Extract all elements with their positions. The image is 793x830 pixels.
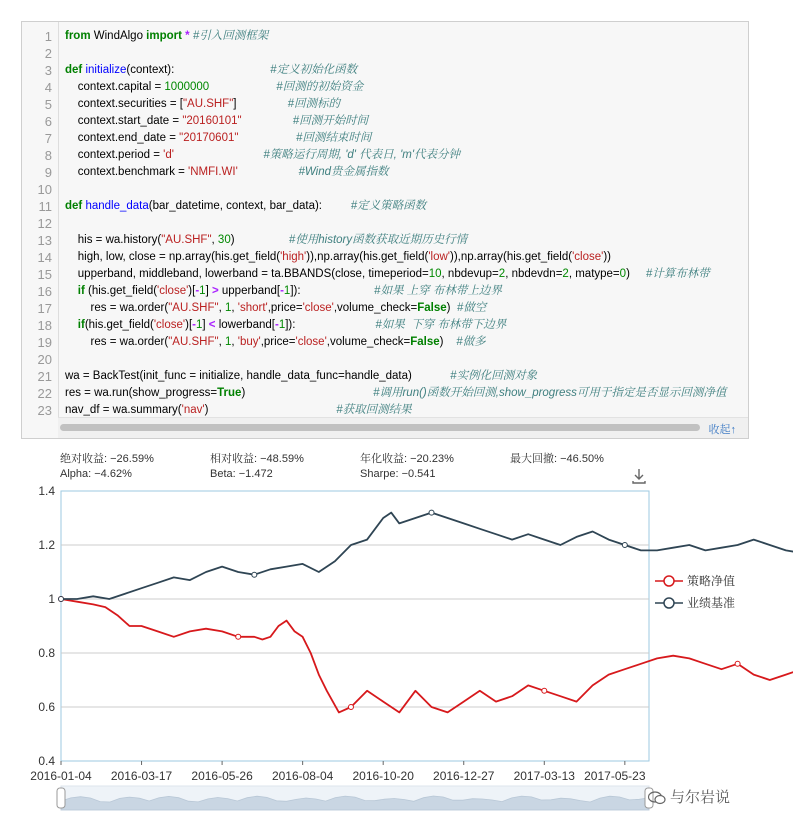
code-token: #获取回测结果: [336, 404, 412, 416]
code-token: "AU.SHF": [168, 302, 219, 314]
code-token: (his.get_field(: [84, 285, 158, 297]
legend-marker-benchmark: [655, 596, 683, 610]
legend-label-strategy: 策略净值: [687, 574, 736, 588]
code-token: 'low': [428, 251, 450, 263]
watermark-text: 与尔岩说: [670, 789, 731, 806]
code-token: #策略运行周期, 'd' 代表日, 'm'代表分钟: [263, 149, 461, 161]
max-drawdown: 最大回撤: −46.50%: [510, 453, 604, 465]
code-line: [65, 62, 357, 79]
line-number: 9: [44, 165, 52, 180]
line-number: 18: [37, 318, 52, 333]
benchmark-point: [59, 597, 64, 602]
code-token: "AU.SHF": [161, 234, 212, 246]
benchmark-point: [622, 543, 627, 548]
code-line: [65, 334, 486, 351]
code-token: )[: [188, 285, 196, 297]
code-token: res = wa.order(: [65, 336, 169, 348]
line-number: 22: [37, 386, 52, 401]
rel-return: 相对收益: −48.59%: [210, 453, 304, 465]
code-token: #做空: [456, 302, 487, 314]
code-line: [65, 79, 363, 96]
strategy-point: [236, 634, 241, 639]
code-token: [238, 166, 299, 178]
code-token: res = wa.run(show_progress=: [65, 387, 218, 399]
code-token: WindAlgo: [90, 30, 147, 42]
code-token: , matype=: [568, 268, 620, 280]
sharpe: Sharpe: −0.541: [360, 468, 436, 480]
code-token: 'buy': [237, 336, 261, 348]
code-token: 'short': [237, 302, 268, 314]
code-token: ): [230, 234, 289, 246]
legend-label-benchmark: 业绩基准: [687, 596, 736, 610]
legend-marker-strategy: [655, 574, 683, 588]
code-token: high, low, close = np.array(his.get_field(: [65, 251, 281, 263]
code-token: 'high': [280, 251, 307, 263]
y-tick-label: 0.4: [38, 754, 55, 768]
x-tick-label: 2016-08-04: [271, 769, 334, 783]
code-line: [65, 96, 340, 113]
code-token: -: [280, 285, 284, 297]
code-token: 'nav': [181, 404, 205, 416]
line-number: 19: [37, 335, 52, 350]
code-token: import: [146, 30, 182, 42]
code-token: ): [439, 336, 457, 348]
wechat-icon: [648, 791, 666, 805]
code-line: [65, 266, 710, 283]
x-tick-label: 2016-05-26: [191, 769, 253, 783]
code-token: #回测标的: [287, 98, 341, 110]
code-token: ,: [218, 336, 225, 348]
x-tick-label: 2017-05-23: [584, 769, 646, 783]
benchmark-point: [429, 510, 434, 515]
code-token: (bar_datetime, context, bar_data):: [148, 200, 351, 212]
code-token: "AU.SHF": [182, 98, 234, 110]
code-token: lowerband[: [215, 319, 275, 331]
x-tick-label: 2016-12-27: [433, 769, 495, 783]
code-token: [209, 81, 276, 93]
code-line: [65, 164, 389, 181]
code-token: , nbdevup=: [441, 268, 499, 280]
code-token: #做多: [456, 336, 486, 348]
code-area[interactable]: [59, 22, 748, 420]
annual-return: 年化收益: −20.23%: [360, 453, 454, 465]
y-tick-label: 1.4: [38, 484, 55, 498]
code-line: [65, 300, 486, 317]
line-number: 11: [38, 199, 52, 214]
benchmark-point: [252, 572, 257, 577]
code-token: [65, 319, 78, 331]
code-token: ,: [231, 336, 238, 348]
code-token: -: [192, 319, 196, 331]
scrollbar-thumb[interactable]: [60, 424, 700, 431]
code-editor[interactable]: [21, 21, 749, 439]
code-token: context.period =: [65, 149, 164, 161]
code-line: [65, 249, 611, 266]
code-token: <: [208, 319, 216, 331]
code-line: [65, 385, 726, 402]
code-token: 1: [224, 302, 232, 314]
code-token: [174, 149, 263, 161]
code-token: 'NMFI.WI': [188, 166, 238, 178]
plot-frame: [61, 491, 649, 761]
beta: Beta: −1.472: [210, 468, 273, 480]
strategy-point: [348, 705, 353, 710]
code-token: #计算布林带: [645, 268, 710, 280]
alpha: Alpha: −4.62%: [60, 468, 132, 480]
horizontal-scrollbar[interactable]: [58, 417, 748, 438]
code-token: 'close': [572, 251, 604, 263]
collapse-link[interactable]: 收起↑: [708, 424, 736, 436]
code-token: ,: [211, 234, 218, 246]
y-tick-label: 1.2: [38, 538, 55, 552]
line-number: 6: [44, 114, 52, 129]
line-number: 8: [44, 148, 52, 163]
code-token: "20170601": [179, 132, 239, 144]
code-token: 1000000: [164, 81, 210, 93]
y-tick-label: 0.6: [38, 700, 55, 714]
code-token: 1: [283, 285, 291, 297]
code-token: his = wa.history(: [65, 234, 162, 246]
code-token: context.capital =: [65, 81, 165, 93]
line-number: 20: [37, 352, 52, 367]
code-token: )): [603, 251, 611, 263]
line-number: 1: [44, 29, 52, 44]
code-token: #回测结束时间: [295, 132, 372, 144]
code-token: 30: [217, 234, 231, 246]
x-tick-label: 2016-10-20: [352, 769, 414, 783]
line-number: 4: [44, 80, 52, 95]
strategy-point: [542, 688, 547, 693]
line-number: 14: [37, 250, 52, 265]
code-line: [65, 232, 467, 249]
x-tick-label: 2016-03-17: [110, 769, 173, 783]
code-token: upperband[: [218, 285, 281, 297]
line-number: 2: [44, 46, 52, 61]
line-number: 21: [37, 369, 52, 384]
code-token: -: [274, 319, 279, 331]
line-number-gutter: [22, 22, 59, 420]
code-token: 1: [224, 336, 232, 348]
watermark: [648, 786, 730, 807]
code-token: handle_data: [85, 200, 149, 212]
code-token: 'close': [302, 302, 334, 314]
line-number: 3: [44, 63, 52, 78]
code-line: [65, 198, 426, 215]
code-token: ): [204, 404, 337, 416]
code-token: #如果 下穿 布林带下边界: [375, 319, 507, 331]
x-tick-label: 2016-01-04: [30, 769, 92, 783]
line-number: 13: [37, 233, 52, 248]
code-token: "AU.SHF": [168, 336, 219, 348]
code-line: [65, 28, 268, 45]
nav-line-chart: [0, 480, 793, 815]
code-token: res = wa.order(: [65, 302, 169, 314]
code-token: [238, 132, 296, 144]
code-line: [65, 283, 502, 300]
code-line: [65, 317, 506, 334]
line-number: 10: [37, 182, 52, 197]
code-token: if: [77, 319, 85, 331]
line-number: 12: [37, 216, 52, 231]
line-number: 7: [44, 131, 52, 146]
code-token: initialize: [85, 64, 127, 76]
code-token: 1: [195, 319, 203, 331]
code-token: ,: [218, 302, 225, 314]
zoom-handle-left[interactable]: [57, 788, 65, 808]
code-token: #如果 上穿 布林带上边界: [374, 285, 502, 297]
code-token: ]: [205, 285, 212, 297]
code-token: if: [77, 285, 85, 297]
code-token: ,volume_check=: [326, 336, 411, 348]
code-token: #调用run()函数开始回测,show_progress可用于指定是否显示回测净值: [373, 387, 727, 399]
code-token: ]):: [290, 285, 375, 297]
code-token: 0: [619, 268, 627, 280]
code-line: [65, 368, 537, 385]
code-token: [242, 115, 293, 127]
code-token: ): [241, 387, 374, 399]
code-token: False: [410, 336, 440, 348]
code-token: False: [417, 302, 447, 314]
code-token: #使用history函数获取近期历史行情: [288, 234, 468, 246]
y-tick-label: 0.8: [38, 646, 55, 660]
benchmark-line: [61, 513, 793, 599]
code-token: 1: [199, 285, 206, 297]
code-token: "20160101": [182, 115, 242, 127]
code-token: upperband, middleband, lowerband = ta.BBANDS(close, timeperiod=: [65, 268, 429, 280]
code-token: )),np.array(his.get_field(: [449, 251, 573, 263]
code-token: nav_df = wa.summary(: [65, 404, 182, 416]
code-line: [65, 130, 371, 147]
code-token: from: [65, 30, 91, 42]
code-token: 'close': [295, 336, 327, 348]
code-token: #回测的初始资金: [276, 81, 364, 93]
code-token: ,price=: [267, 302, 303, 314]
line-number: 17: [37, 301, 52, 316]
code-token: 10: [428, 268, 442, 280]
code-token: wa = BackTest(init_func = initialize, handle_data_func=handle_data): [65, 370, 451, 382]
code-token: context.benchmark =: [65, 166, 189, 178]
code-token: 1: [278, 319, 286, 331]
code-token: 2: [498, 268, 506, 280]
code-token: 'close': [153, 319, 186, 331]
code-token: context.securities = [: [65, 98, 183, 110]
code-token: (his.get_field(: [84, 319, 154, 331]
code-token: def: [65, 64, 83, 76]
code-token: (context):: [126, 64, 271, 76]
strategy-point: [735, 661, 740, 666]
code-token: -: [195, 285, 200, 297]
x-tick-label: 2017-03-13: [513, 769, 575, 783]
code-token: #定义策略函数: [350, 200, 427, 212]
strategy-nav-line: [61, 599, 793, 712]
line-number: 23: [37, 403, 52, 418]
code-token: 'd': [163, 149, 174, 161]
code-token: 2: [562, 268, 569, 280]
code-token: )[: [185, 319, 193, 331]
code-token: #回测开始时间: [292, 115, 369, 127]
code-token: 'close': [157, 285, 189, 297]
code-token: )),np.array(his.get_field(: [306, 251, 429, 263]
code-token: ,: [231, 302, 238, 314]
code-token: context.end_date =: [65, 132, 180, 144]
code-token: >: [211, 285, 219, 297]
code-token: ): [446, 302, 457, 314]
code-line: [65, 113, 368, 130]
code-token: context.start_date =: [65, 115, 183, 127]
line-number: 5: [44, 97, 52, 112]
code-token: True: [217, 387, 242, 399]
y-tick-label: 1: [48, 592, 55, 606]
code-token: ,volume_check=: [333, 302, 418, 314]
code-token: [65, 285, 78, 297]
code-token: ]: [202, 319, 209, 331]
code-line: [65, 147, 460, 164]
code-token: #引入回测框架: [189, 30, 269, 42]
code-token: ): [626, 268, 646, 280]
code-token: ,price=: [260, 336, 296, 348]
abs-return: 绝对收益: −26.59%: [60, 453, 154, 465]
code-token: #实例化回测对象: [450, 370, 538, 382]
line-number: 15: [37, 267, 52, 282]
code-token: ]: [233, 98, 288, 110]
code-token: #定义初始化函数: [270, 64, 358, 76]
code-token: ]):: [285, 319, 376, 331]
line-number: 16: [37, 284, 52, 299]
code-token: *: [185, 30, 190, 42]
code-token: def: [65, 200, 83, 212]
code-token: , nbdevdn=: [505, 268, 563, 280]
code-token: #Wind贵金属指数: [298, 166, 389, 178]
